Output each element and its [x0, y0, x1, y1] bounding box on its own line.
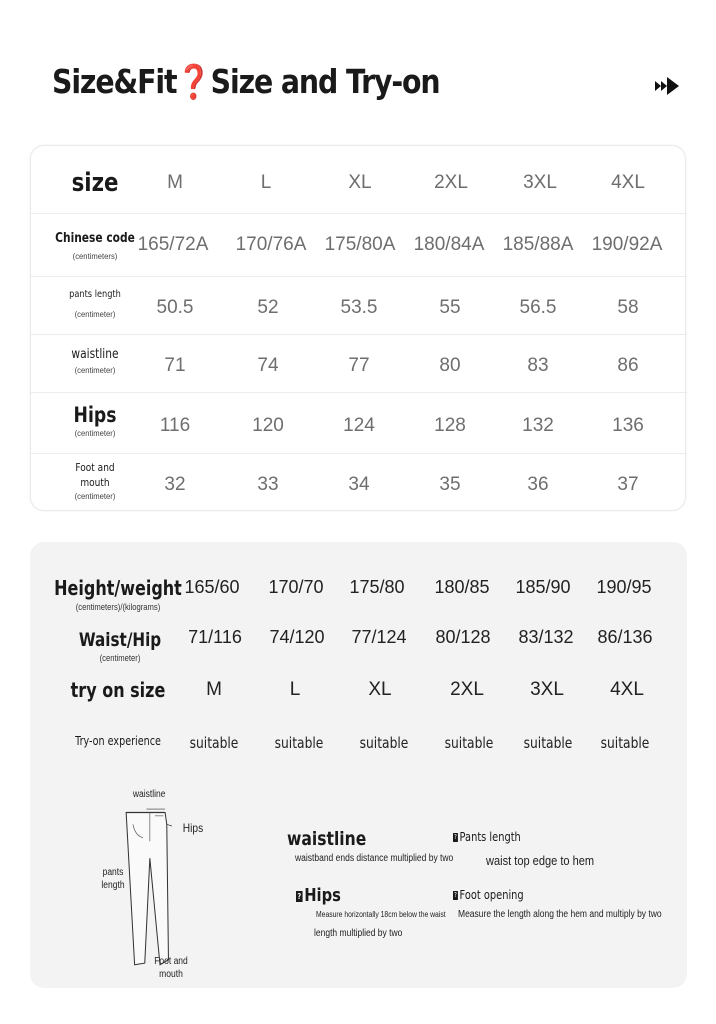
fast-forward-icon[interactable]: [655, 76, 685, 96]
row-label: Chinese code (centimeters): [55, 231, 135, 261]
size-header-cell: 2XL: [434, 172, 468, 193]
table-cell: 32: [164, 474, 186, 495]
table-cell: 136: [612, 415, 644, 436]
tryon-cell: 165/60: [184, 577, 240, 597]
tryon-cell: 170/70: [268, 577, 324, 597]
table-cell: 170/76A: [235, 234, 307, 255]
size-header-row: [31, 146, 687, 214]
table-cell: 74: [257, 355, 279, 376]
row-label: waistline (centimeter): [71, 347, 119, 375]
table-cell: 83: [527, 355, 549, 376]
table-cell: 175/80A: [324, 234, 396, 255]
page-title: Size&Fit❓Size and Try-on: [52, 62, 440, 101]
size-header-label: size: [71, 168, 119, 198]
diagram-waistline-label: waistline: [132, 789, 166, 800]
table-cell: 36: [527, 474, 549, 495]
waistline-row: [31, 335, 687, 393]
tryon-cell: XL: [368, 679, 392, 700]
table-cell: 185/88A: [502, 234, 574, 255]
size-header-cell: L: [260, 172, 272, 193]
table-cell: 165/72A: [137, 234, 209, 255]
table-cell: 33: [257, 474, 279, 495]
table-cell: 56.5: [519, 297, 557, 318]
size-header-cell: 4XL: [611, 172, 645, 193]
table-cell: 116: [159, 415, 191, 436]
tryon-cell: 86/136: [597, 627, 653, 647]
tryon-cell: 74/120: [269, 627, 325, 647]
hips-desc-2: length multiplied by two: [314, 928, 403, 939]
tryon-cell: 80/128: [435, 627, 491, 647]
marker-icon: ?: [297, 891, 302, 901]
table-cell: 58: [617, 297, 639, 318]
pants-length-row: [31, 277, 687, 335]
table-cell: 53.5: [340, 297, 378, 318]
table-cell: 77: [348, 355, 370, 376]
row-label: Height/weight (centimeters)/(kilograms): [54, 576, 182, 612]
tryon-cell: 71/116: [188, 627, 242, 647]
hips-desc-1: Measure horizontally 18cm below the waist: [316, 910, 446, 919]
tryon-cell: 3XL: [530, 679, 564, 700]
tryon-cell: 83/132: [518, 627, 574, 647]
table-cell: 55: [439, 297, 461, 318]
hips-row: [31, 393, 687, 454]
table-cell: 71: [164, 355, 186, 376]
chinese-code-row: [31, 214, 687, 277]
tryon-card: [30, 542, 687, 988]
tryon-cell: L: [289, 679, 301, 700]
size-header-cell: XL: [348, 172, 372, 193]
tryon-cell: 175/80: [349, 577, 405, 597]
row-label: Foot and mouth (centimeter): [74, 461, 116, 501]
table-cell: 37: [617, 474, 639, 495]
tryon-cell: suitable: [600, 734, 650, 752]
pants-length-desc: waist top edge to hem: [486, 853, 595, 868]
table-cell: 190/92A: [591, 234, 663, 255]
diagram-pants-length-label: pants length: [101, 867, 125, 891]
marker-icon: ?: [453, 891, 457, 899]
table-cell: 180/84A: [413, 234, 485, 255]
waistline-title: waistline: [287, 828, 367, 850]
table-cell: 120: [252, 415, 284, 436]
table-cell: 132: [522, 415, 554, 436]
tryon-cell: suitable: [359, 734, 409, 752]
tryon-cell: suitable: [523, 734, 573, 752]
diagram-foot-label: Foot and mouth: [154, 956, 188, 980]
table-cell: 50.5: [156, 297, 194, 318]
row-label: try on size: [70, 678, 166, 702]
pants-length-title: ? Pants length: [453, 830, 521, 844]
hips-title: ? Hips: [297, 885, 341, 906]
tryon-cell: 77/124: [351, 627, 407, 647]
tryon-cell: suitable: [274, 734, 324, 752]
row-label: Hips (centimeter): [73, 403, 117, 438]
table-cell: 34: [348, 474, 370, 495]
size-header-cell: M: [167, 172, 183, 193]
size-header-cell: 3XL: [523, 172, 557, 193]
waistline-desc: waistband ends distance multiplied by two: [295, 853, 454, 864]
table-cell: 124: [343, 415, 375, 436]
foot-opening-desc: Measure the length along the hem and multiply by two: [458, 909, 662, 920]
row-label: Try-on experience: [75, 734, 161, 748]
table-cell: 86: [617, 355, 639, 376]
tryon-cell: suitable: [189, 734, 239, 752]
tryon-cell: 180/85: [434, 577, 490, 597]
tryon-cell: M: [206, 679, 222, 700]
tryon-cell: 190/95: [596, 577, 652, 597]
diagram-hips-label: Hips: [182, 821, 204, 835]
tryon-cell: 4XL: [610, 679, 644, 700]
row-label: Waist/Hip (centimeter): [78, 629, 162, 663]
tryon-cell: 2XL: [450, 679, 484, 700]
tryon-cell: suitable: [444, 734, 494, 752]
page-header: [52, 62, 692, 112]
table-cell: 52: [257, 297, 279, 318]
marker-icon: ?: [453, 833, 457, 841]
table-cell: 80: [439, 355, 461, 376]
table-cell: 35: [439, 474, 461, 495]
row-label: pants length (centimeter): [69, 289, 121, 319]
tryon-cell: 185/90: [515, 577, 571, 597]
foot-opening-title: ? Foot opening: [453, 888, 524, 902]
size-table-card: [30, 145, 686, 511]
foot-mouth-row: [31, 454, 687, 512]
table-cell: 128: [434, 415, 466, 436]
